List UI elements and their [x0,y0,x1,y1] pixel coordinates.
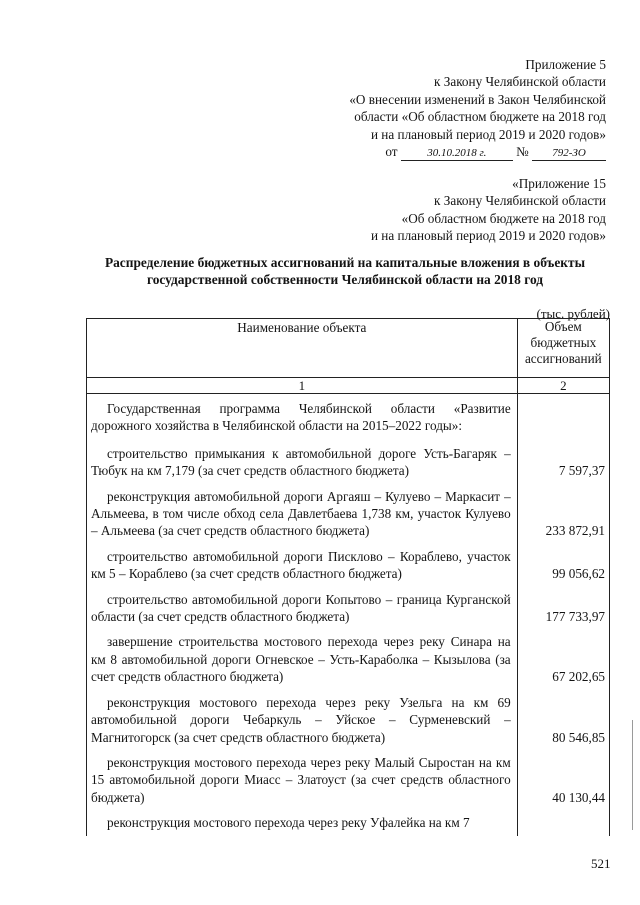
object-name: реконструкция мостового перехода через реку Уфалейка на км 7 [87,810,518,835]
column-header-name: Наименование объекта [87,319,518,378]
number-prefix: № [516,144,529,160]
program-row [87,394,610,441]
appendix-line: и на плановый период 2019 и 2020 годов» [370,126,606,142]
original-appendix-header [371,175,606,245]
date-prefix: от [385,144,398,160]
header-line: ассигнований [524,351,602,366]
object-name: реконструкция мостового перехода через реку Малый Сыростан на км 15 автомобильной дороги Миасс – Златоуст (за счет средств областного бюджета) [87,750,518,810]
table-header-row [87,319,610,378]
page-number: 521 [591,856,611,871]
table-row [87,544,610,587]
program-name: Государственная программа Челябинской области «Развитие дорожного хозяйства в Челябинской области на 2015–2022 годы»: [87,394,518,441]
object-amount [517,810,609,835]
object-amount: 99 056,62 [517,544,609,587]
column-header-amount [517,319,609,378]
scan-margin-line [632,720,633,830]
header-line: бюджетных [530,335,597,350]
object-name: строительство примыкания к автомобильной дороге Усть-Багаряк – Тюбук на км 7,179 (за счет средств областного бюджета) [87,441,518,484]
object-amount: 7 597,37 [517,441,609,484]
column-number: 1 [87,378,518,394]
table-row [87,629,610,689]
appendix-header [349,56,606,161]
object-amount: 80 546,85 [517,690,609,750]
table-row [87,587,610,630]
object-amount: 67 202,65 [517,629,609,689]
object-amount: 233 872,91 [517,484,609,544]
law-date: 30.10.2018 г. [401,147,513,161]
appendix-line: и на плановый период 2019 и 2020 годов» [370,228,606,244]
object-name: реконструкция автомобильной дороги Аргаяш – Кулуево – Маркасит – Альмеева, в том числе обход села Давлетбаева 1,738 км, участок Кулуево – Альмеева (за счет средств областного бюджета) [87,484,518,544]
appendix-line: Приложение 5 [525,57,606,72]
program-amount [517,394,609,441]
appendix-line: «Об областном бюджете на 2018 год [401,210,606,226]
object-name: строительство автомобильной дороги Копытово – граница Курганской области (за счет средств областного бюджета) [87,587,518,630]
unit-label: (тыс. рублей) [536,306,610,321]
column-number: 2 [517,378,609,394]
table-row [87,484,610,544]
appendix-line: «Приложение 15 [512,176,606,191]
appendix-line: к Закону Челябинской области [434,74,606,90]
object-name: строительство автомобильной дороги Писклово – Кораблево, участок км 5 – Кораблево (за счет средств областного бюджета) [87,544,518,587]
object-name: реконструкция мостового перехода через реку Узельга на км 69 автомобильной дороги Чебаркуль – Уйское – Сурменевский – Магнитогорск (за счет средств областного бюджета) [87,690,518,750]
title-line: государственной собственности Челябинской области на 2018 год [146,272,544,287]
object-name: завершение строительства мостового перехода через реку Синара на км 8 автомобильной дороги Огневское – Усть-Караболка – Кызылова (за счет средств областного бюджета) [87,629,518,689]
table-row [87,441,610,484]
appendix-line: области «Об областном бюджете на 2018 год [354,109,606,125]
law-number: 792-ЗО [532,147,606,161]
document-title [80,254,610,288]
object-amount: 177 733,97 [517,587,609,630]
appendix-line: «О внесении изменений в Закон Челябинской [349,91,606,107]
table-row [87,750,610,810]
title-line: Распределение бюджетных ассигнований на капитальные вложения в объекты [104,255,586,270]
table-row [87,690,610,750]
law-signature-line [349,143,606,161]
header-line: Объем [544,319,582,334]
budget-table [86,318,610,836]
object-amount: 40 130,44 [517,750,609,810]
appendix-line: к Закону Челябинской области [434,193,606,209]
column-number-row [87,378,610,394]
table-row [87,810,610,835]
